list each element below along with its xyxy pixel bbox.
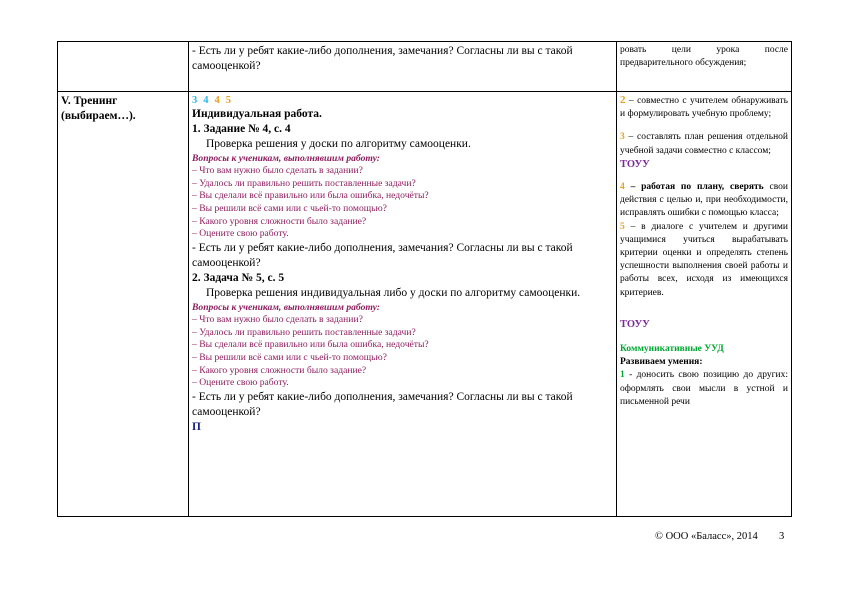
task2-question: – Что вам нужно было сделать в задании? — [192, 314, 363, 326]
stage-cell-empty — [58, 42, 189, 92]
closing-question: - Есть ли у ребят какие-либо дополнения, замечания? Согласны ли вы с такой самооценкой? — [192, 45, 573, 73]
page-number: 3 — [779, 531, 785, 542]
task1-question: – Удалось ли правильно решить поставленные задачи? — [192, 177, 416, 189]
table-row — [58, 92, 792, 517]
item-number: 4 — [620, 182, 625, 193]
task1-title: 1. Задание № 4, с. 4 — [192, 123, 291, 136]
level-label: 4 — [203, 95, 209, 106]
item-text: свои действия с целью и, при необходимости, исправлять ошибки с помощью класса; — [620, 182, 788, 219]
level-label: 5 — [225, 95, 231, 106]
toyy-heading: ТОУУ — [620, 158, 650, 170]
item-text: - доносить свою позицию до других: оформлять свои мысли в устной и письменной речи — [620, 370, 788, 407]
uud-cell — [617, 92, 792, 517]
toyy-heading: ТОУУ — [620, 318, 650, 330]
stage-cell — [58, 92, 189, 517]
task2-question: – Оцените свою работу. — [192, 377, 289, 389]
activity-cell — [189, 92, 617, 517]
task1-question: – Оцените свою работу. — [192, 228, 289, 240]
task2-questions-title: Вопросы к ученикам, выполнявшим работу: — [192, 301, 380, 313]
task1-question: – Какого уровня сложности было задание? — [192, 215, 367, 227]
uud-item-2 — [620, 94, 788, 121]
item-text: – составлять план решения отдельной учебной задачи совместно с классом; — [620, 132, 788, 156]
work-type: Индивидуальная работа. — [192, 108, 322, 120]
communicative-uud-title: Коммуникативные УУД — [620, 344, 724, 355]
level-label: 3 — [192, 95, 198, 106]
trailing-letter: П — [192, 421, 201, 434]
item-text: – совместно с учителем обнаруживать и формулировать учебную проблему; — [620, 96, 788, 120]
copyright: © ООО «Баласс», 2014 — [655, 531, 758, 542]
item-text-bold: – работая по плану, сверять — [624, 182, 764, 193]
task2-check: Проверка решения индивидуальная либо у доски по алгоритму самооценки. — [206, 287, 581, 300]
item-number: 5 — [620, 221, 625, 232]
task1-question: – Что вам нужно было сделать в задании? — [192, 165, 363, 177]
activity-cell — [189, 42, 617, 92]
item-text: – в диалоге с учителем и другими учащимися учиться вырабатывать критерии оценки и определять степень успешности выполнения своей работы и работы всех, исходя из имеющихся критериев. — [620, 221, 788, 298]
task1-check: Проверка решения у доски по алгоритму самооценки. — [206, 138, 471, 151]
uud-cell — [617, 42, 792, 92]
task1-question: – Вы решили всё сами или с чьей-то помощью? — [192, 202, 387, 214]
difficulty-levels — [192, 94, 613, 107]
item-number: 2 — [620, 94, 626, 106]
uud-item-3 — [620, 131, 788, 157]
uud-text: ровать цели урока после предварительного обсуждения; — [620, 45, 788, 69]
task2-question: – Вы решили всё сами или с чьей-то помощью? — [192, 351, 387, 363]
task2-question: – Вы сделали всё правильно или была ошибка, недочёты? — [192, 339, 429, 351]
stage-title: V. Тренинг (выбираем…). — [61, 95, 136, 122]
task1-question: – Вы сделали всё правильно или была ошибка, недочёты? — [192, 190, 429, 202]
task2-title: 2. Задача № 5, с. 5 — [192, 272, 285, 285]
task1-closing: - Есть ли у ребят какие-либо дополнения, замечания? Согласны ли вы с такой самооценкой? — [192, 241, 573, 269]
task1-questions-title: Вопросы к ученикам, выполнявшим работу: — [192, 152, 380, 164]
uud-item-4 — [620, 181, 788, 221]
item-number: 1 — [620, 370, 625, 381]
task2-question: – Какого уровня сложности было задание? — [192, 364, 367, 376]
uud-item-1 — [620, 369, 788, 409]
task2-closing: - Есть ли у ребят какие-либо дополнения, замечания? Согласны ли вы с такой самооценкой? — [192, 390, 573, 418]
level-label: 4 — [214, 95, 220, 106]
task2-question: – Удалось ли правильно решить поставленные задачи? — [192, 326, 416, 338]
develop-skills: Развиваем умения: — [620, 357, 703, 368]
item-number: 3 — [620, 132, 625, 143]
uud-item-5 — [620, 221, 788, 300]
table-row — [58, 42, 792, 92]
lesson-plan-table — [57, 41, 792, 517]
